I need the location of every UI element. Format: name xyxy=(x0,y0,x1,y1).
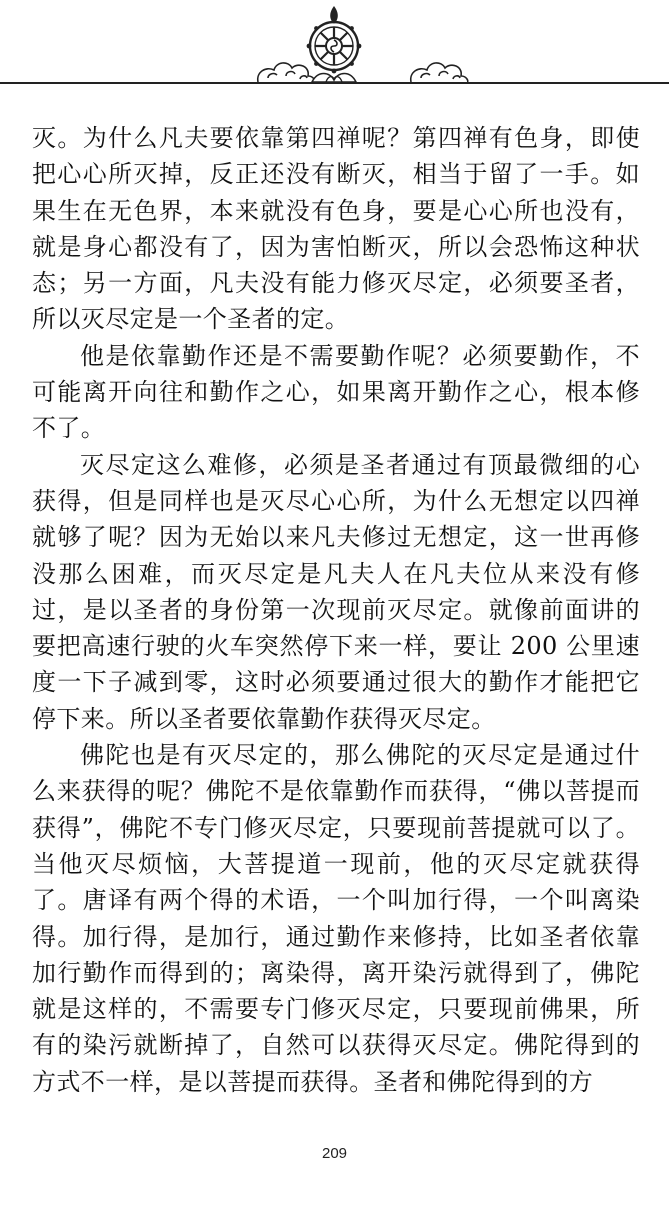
page-number: 209 xyxy=(321,1145,348,1162)
paragraph: 灭。为什么凡夫要依靠第四禅呢？第四禅有色身，即使把心心所灭掉，反正还没有断灭，相当于留了一手。如果生在无色界，本来就没有色身，要是心心所也没有，就是身心都没有了，因为害怕断灭，所以会恐怖这种状态；另一方面，凡夫没有能力修灭尽定，必须要圣者，所以灭尽定是一个圣者的定。 xyxy=(32,124,640,334)
cloud-scroll-icon xyxy=(258,63,315,82)
dharma-wheel-icon xyxy=(307,6,362,82)
body-text xyxy=(32,120,640,1100)
paragraph: 佛陀也是有灭尽定的，那么佛陀的灭尽定是通过什么来获得的呢？佛陀不是依靠勤作而获得，“佛以菩提而获得”，佛陀不专门修灭尽定，只要现前菩提就可以了。当他灭尽烦恼，大菩提道一现前，他的灭尽定就获得了。唐译有两个得的术语，一个叫加行得，一个叫离染得。加行得，是加行，通过勤作来修持，比如圣者依靠加行勤作而得到的；离染得，离开染污就得到了，佛陀就是这样的，不需要专门修灭尽定，只要现前佛果，所有的染污就断掉了，自然可以获得灭尽定。佛陀得到的方式不一样，是以菩提而获得。圣者和佛陀得到的方 xyxy=(32,741,640,1096)
paragraph: 灭尽定这么难修，必须是圣者通过有顶最微细的心获得，但是同样也是灭尽心心所，为什么无想定以四禅就够了呢？因为无始以来凡夫修过无想定，这一世再修没那么困难，而灭尽定是凡夫人在凡夫位从来没有修过，是以圣者的身份第一次现前灭尽定。就像前面讲的要把高速行驶的火车突然停下来一样，要让 200 公里速度一下子减到零，这时必须要通过很大的勤作才能把它停下来。所以圣者要依靠勤作获得灭尽定。 xyxy=(32,450,640,733)
header-ornament xyxy=(0,0,669,110)
cloud-scroll-icon xyxy=(411,63,468,82)
page-header xyxy=(0,0,669,110)
paragraph: 他是依靠勤作还是不需要勤作呢？必须要勤作，不可能离开向往和勤作之心，如果离开勤作之心，根本修不了。 xyxy=(32,341,640,443)
